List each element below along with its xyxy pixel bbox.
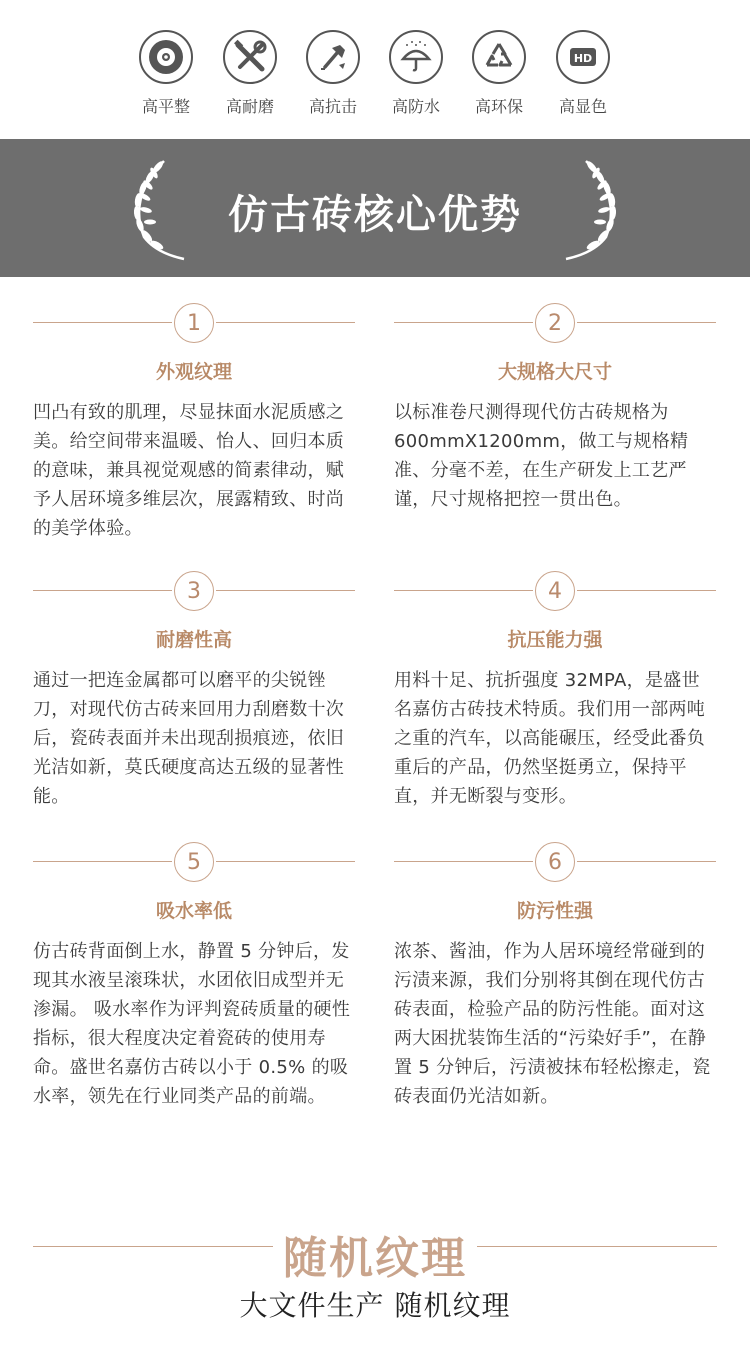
divider-line (33, 590, 172, 591)
divider-line (394, 590, 533, 591)
svg-text:HD: HD (573, 52, 593, 65)
advantage-title: 吸水率低 (155, 900, 232, 922)
hammer-icon (306, 30, 360, 84)
section-title: 随机纹理 (283, 1233, 467, 1284)
umbrella-icon (389, 30, 443, 84)
banner-title: 仿古砖核心优势 (228, 192, 522, 238)
advantage-6 (394, 842, 716, 1111)
divider-line (216, 861, 355, 862)
advantages-banner (0, 139, 750, 277)
number-badge: 3 (174, 571, 214, 611)
advantage-title: 抗压能力强 (507, 629, 603, 651)
section-subtitle: 大文件生产 随机纹理 (239, 1289, 511, 1322)
advantage-1 (33, 303, 355, 543)
number-row (33, 571, 355, 611)
divider-line (577, 322, 716, 323)
random-texture-heading (0, 1222, 750, 1284)
feature-label: 高耐磨 (225, 97, 274, 116)
recycle-icon (472, 30, 526, 84)
advantage-4 (394, 571, 716, 811)
divider-line (394, 322, 533, 323)
right-laurel-icon (556, 157, 626, 263)
advantage-body: 用料十足、抗折强度 32MPA，是盛世名嘉仿古砖技术特质。我们用一部两吨之重的汽车，以高能碾压，经受此番负重后的产品，仍然坚挺勇立，保持平直，并无断裂与变形。 (394, 670, 706, 807)
feature-label: 高防水 (391, 97, 440, 116)
number-row (33, 842, 355, 882)
feature-wear (210, 30, 290, 117)
feature-label: 高显色 (558, 97, 607, 116)
number-badge: 6 (535, 842, 575, 882)
number-row (33, 303, 355, 343)
advantage-title: 耐磨性高 (155, 629, 232, 651)
number-badge: 5 (174, 842, 214, 882)
divider-line (577, 861, 716, 862)
number-badge: 2 (535, 303, 575, 343)
feature-label: 高平整 (141, 97, 190, 116)
advantage-2 (394, 303, 716, 514)
divider-line (216, 590, 355, 591)
feature-label: 高环保 (474, 97, 523, 116)
divider-line (216, 322, 355, 323)
feature-icons-row (0, 30, 750, 130)
advantage-body: 浓茶、酱油，作为人居环境经常碰到的污渍来源，我们分别将其倒在现代仿古砖表面，检验产品的防污性能。面对这两大困扰装饰生活的“污染好手”，在静置 5 分钟后，污渍被抹布轻松擦走，瓷砖表面仍光洁如新。 (394, 941, 711, 1107)
advantage-title: 外观纹理 (155, 361, 232, 383)
advantage-body: 通过一把连金属都可以磨平的尖锐锉刀，对现代仿古砖来回用力刮磨数十次后，瓷砖表面并未出现刮损痕迹，依旧光洁如新，莫氏硬度高达五级的显著性能。 (33, 670, 345, 807)
advantage-3 (33, 571, 355, 811)
divider-line (33, 861, 172, 862)
wrench-screwdriver-icon (223, 30, 277, 84)
number-badge: 4 (535, 571, 575, 611)
number-row (394, 571, 716, 611)
divider-line (577, 590, 716, 591)
advantage-body: 凹凸有致的肌理，尽显抹面水泥质感之美。给空间带来温暖、怡人、回归本质的意味，兼具视觉观感的简素律动，赋予人居环境多维层次，展露精致、时尚的美学体验。 (33, 402, 345, 539)
feature-eco (459, 30, 539, 117)
number-row (394, 842, 716, 882)
advantage-title: 大规格大尺寸 (497, 361, 612, 383)
advantage-5 (33, 842, 355, 1111)
advantage-title: 防污性强 (516, 900, 593, 922)
feature-impact (293, 30, 373, 117)
feature-waterproof (376, 30, 456, 117)
advantage-body: 以标准卷尺测得现代仿古砖规格为600mmX1200mm，做工与规格精准、分毫不差，在生产研发上工艺严谨，尺寸规格把控一贯出色。 (394, 402, 689, 510)
divider-line (33, 322, 172, 323)
advantage-body: 仿古砖背面倒上水，静置 5 分钟后，发现其水液呈滚珠状，水团依旧成型并无渗漏。 吸水率作为评判瓷砖质量的硬性指标，很大程度决定着瓷砖的使用寿命。盛世名嘉仿古砖以小于 0.5% 的吸水率，领先在行业同类产品的前端。 (33, 941, 351, 1107)
number-row (394, 303, 716, 343)
feature-label: 高抗击 (308, 97, 357, 116)
number-badge: 1 (174, 303, 214, 343)
disc-icon (139, 30, 193, 84)
hd-icon (556, 30, 610, 84)
divider-line (394, 861, 533, 862)
feature-color (543, 30, 623, 117)
feature-flatness (126, 30, 206, 117)
